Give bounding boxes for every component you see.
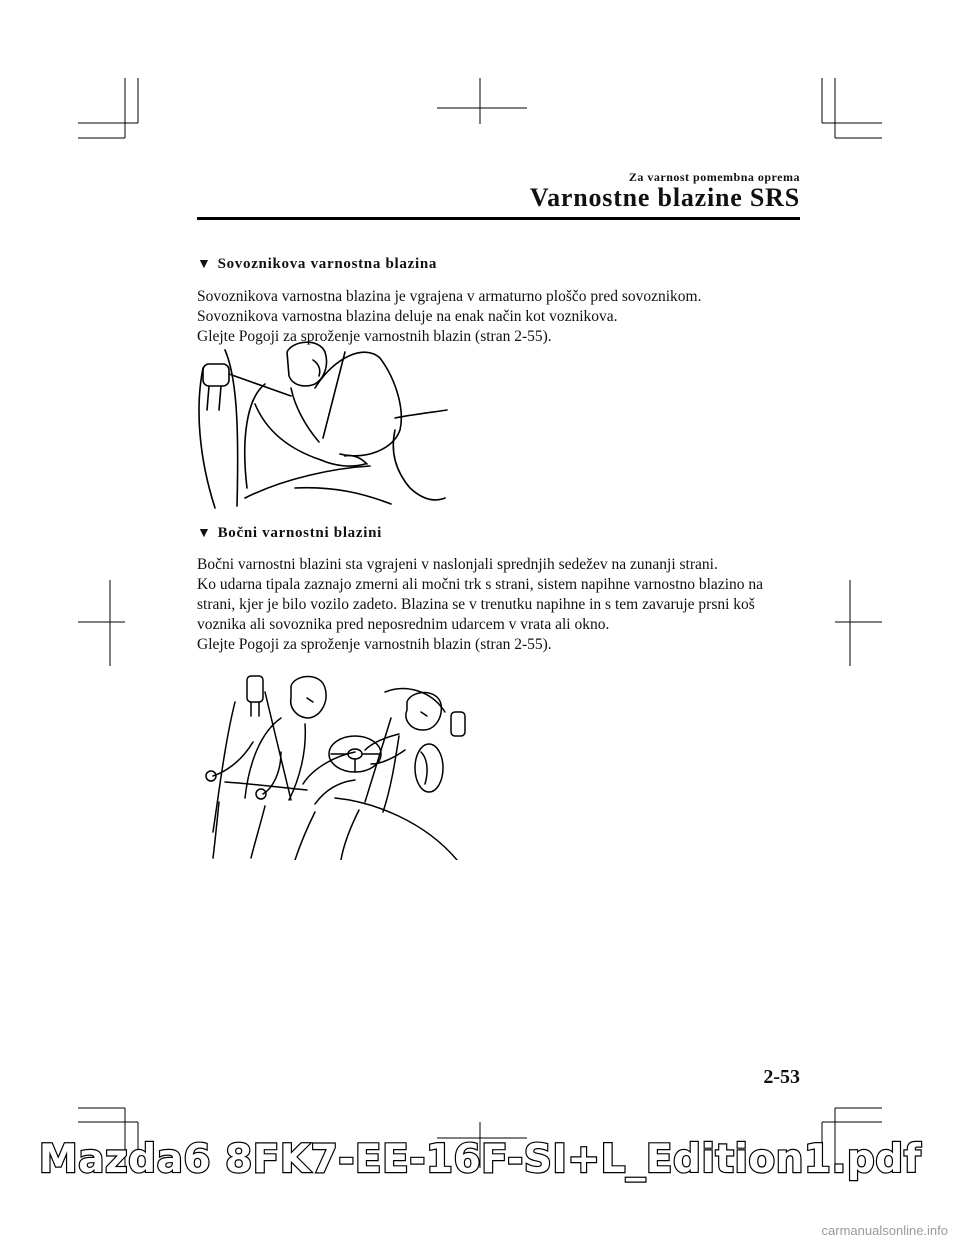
paragraph-line: Sovoznikova varnostna blazina deluje na enak način kot voznikova. (197, 308, 618, 325)
footer-filename: Mazda6 8FK7-EE-16F-SI+L_Edition1.pdf (38, 1137, 922, 1182)
paragraph-line: strani, kjer je bilo vozilo zadeto. Blazina se v trenutku napihne in s tem zavaruje prsni koš (197, 596, 755, 613)
watermark[interactable]: carmanualsonline.info (821, 1223, 948, 1238)
paragraph-line: Glejte Pogoji za sproženje varnostnih blazin (stran 2-55). (197, 636, 552, 653)
paragraph-line: voznika ali sovoznika pred neposrednim udarcem v vrata ali okno. (197, 616, 610, 633)
paragraph-line: Bočni varnostni blazini sta vgrajeni v naslonjali sprednjih sedežev na zunanji strani. (197, 556, 718, 573)
section-title: Varnostne blazine SRS (529, 183, 800, 212)
paragraph-line: Ko udarna tipala zaznajo zmerni ali močni trk s strani, sistem napihne varnostno blazino na (197, 576, 764, 593)
section-heading-side-airbags (197, 525, 382, 542)
triangle-bullet-icon: ▼ (197, 526, 212, 541)
chapter-label: Za varnost pomembna oprema (628, 170, 800, 184)
paragraph-side-airbags (197, 555, 807, 655)
paragraph-line: Sovoznikova varnostna blazina je vgrajena v armaturno ploščo pred sovoznikom. (197, 288, 702, 305)
passenger-airbag-illustration (195, 338, 455, 510)
section-heading-text: Bočni varnostni blazini (217, 525, 383, 541)
paragraph-line: Glejte Pogoji za sproženje varnostnih blazin (stran 2-55). (197, 328, 552, 345)
header-rule (197, 217, 800, 220)
section-heading-text: Sovoznikova varnostna blazina (217, 256, 438, 272)
triangle-bullet-icon: ▼ (197, 257, 212, 272)
section-heading-passenger-airbag (197, 256, 437, 273)
side-airbags-illustration (195, 672, 470, 860)
page-number: 2-53 (763, 1066, 800, 1088)
